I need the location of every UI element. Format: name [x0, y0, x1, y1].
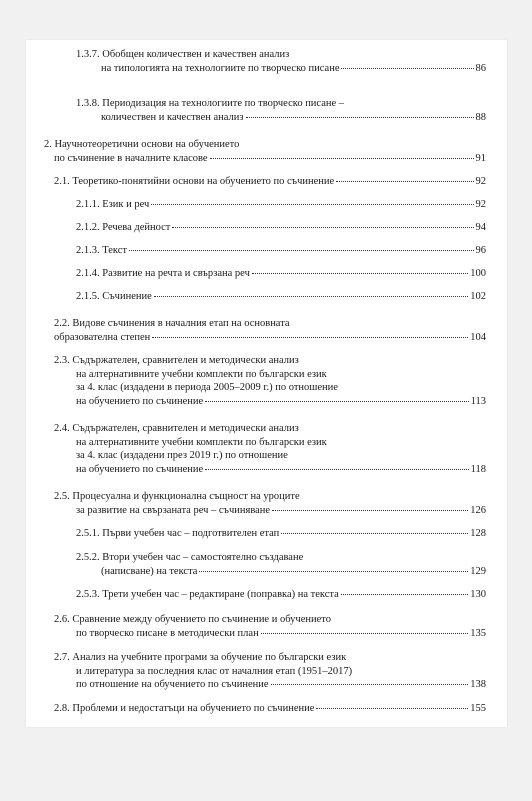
dot-leader	[252, 273, 468, 274]
toc-entry-text: 2.1.4. Развитие на речта и свързана реч	[76, 268, 250, 279]
toc-page-number: 88	[475, 111, 486, 123]
toc-page-number: 94	[475, 222, 486, 233]
toc-entry-text: 2.5. Процесуална и функционална същност на уроците	[54, 491, 300, 502]
toc-entry-line	[76, 48, 486, 62]
dot-leader	[341, 594, 468, 595]
toc-entry-text: за 4. клас (издадени през 2019 г.) по отношение	[76, 450, 288, 461]
toc-entry	[44, 138, 486, 165]
toc-page-number: 138	[470, 679, 486, 690]
toc-entry-text: на алтернативните учебни комплекти по български език	[76, 436, 327, 448]
toc-entry	[54, 613, 486, 640]
toc-page-number: 102	[470, 291, 486, 302]
toc-page-number: 126	[470, 504, 486, 516]
toc-entry-line	[54, 317, 486, 331]
toc-entry-text: (написване) на текста	[101, 565, 198, 577]
toc-entry	[54, 317, 486, 344]
toc-entry	[76, 198, 486, 212]
toc-entry-text: и литература за последния клас от началния етап (1951–2017)	[76, 665, 353, 677]
toc-entry-text: за развитие на свързаната реч – съчиняване	[76, 504, 271, 516]
toc-entry	[54, 354, 486, 408]
toc-entry-line	[76, 665, 486, 679]
toc-entry-text: 2.5.2. Втори учебен час – самостоятелно създаване	[76, 552, 304, 563]
toc-entry-text: по отношение на обучението по съчинение	[76, 679, 269, 690]
toc-entry	[54, 702, 486, 716]
toc-entry-text: 2.6. Сравнение между обучението по съчинение и обучението	[54, 614, 331, 625]
toc-entry-text: 1.3.7. Обобщен количествен и качествен анализ	[76, 49, 290, 60]
toc-entry-text: на алтернативните учебни комплекти по български език	[76, 368, 327, 380]
dot-leader	[246, 117, 474, 118]
toc-page-number: 104	[470, 331, 486, 343]
toc-entry-text: 2.8. Проблеми и недостатъци на обучението по съчинение	[54, 703, 315, 714]
toc-entry	[76, 221, 486, 235]
toc-page-number: 92	[475, 199, 486, 210]
toc-entry-line	[54, 490, 486, 504]
dot-leader	[199, 571, 468, 572]
toc-entry-text: 2.3. Съдържателен, сравнителен и методически анализ	[54, 355, 299, 366]
toc-page-number: 100	[470, 268, 486, 279]
dot-leader	[316, 708, 468, 709]
toc-entry	[76, 97, 486, 124]
toc-entry-text: на обучението по съчинение	[76, 395, 204, 407]
toc-entry-line	[54, 651, 486, 665]
toc-entry-text: на обучението по съчинение	[76, 463, 204, 475]
toc-page-number: 113	[470, 395, 486, 407]
toc-page-number: 86	[475, 62, 486, 74]
toc-entry	[54, 651, 486, 692]
toc-entry-line	[101, 565, 486, 579]
toc-entry-line	[54, 354, 486, 368]
toc-entry-text: 2.7. Анализ на учебните програми за обучение по български език	[54, 652, 347, 663]
toc-entry-line	[101, 62, 486, 76]
toc-entry-line	[54, 422, 486, 436]
toc-entry-line	[54, 331, 486, 345]
toc-entry-text: 2.5.3. Трети учебен час – редактиране (поправка) на текста	[76, 589, 339, 600]
toc-entry-line	[76, 463, 486, 477]
toc-entry-line	[54, 175, 486, 189]
toc-entry-text: 2.4. Съдържателен, сравнителен и методически анализ	[54, 423, 299, 434]
dot-leader	[271, 684, 469, 685]
toc-entry	[76, 290, 486, 304]
toc-entry-line	[76, 678, 486, 692]
toc-page-number: 129	[470, 565, 486, 577]
toc-entry-text: 2.1.5. Съчинение	[76, 291, 152, 302]
toc-entry-line	[76, 381, 486, 395]
dot-leader	[152, 337, 468, 338]
toc-entry	[76, 527, 486, 541]
dot-leader	[205, 469, 468, 470]
toc-entry-text: 2.5.1. Първи учебен час – подготвителен етап	[76, 528, 280, 539]
toc-entry-line	[76, 221, 486, 235]
toc-entry-text: за 4. клас (издадени в периода 2005–2009 г.) по отношение	[76, 382, 338, 393]
toc-entry	[54, 422, 486, 476]
toc-entry-line	[76, 267, 486, 281]
toc-entry-line	[76, 588, 486, 602]
toc-page-number: 96	[475, 245, 486, 256]
toc-entry-text: образователна степен	[54, 331, 151, 343]
toc-entry-text: 1.3.8. Периодизация на технологиите по творческо писане –	[76, 98, 345, 109]
toc-entry-line	[76, 504, 486, 518]
toc-entry	[76, 267, 486, 281]
toc-page-number: 92	[475, 176, 486, 187]
toc-entry-text: 2.1.1. Език и реч	[76, 199, 150, 210]
dot-leader	[210, 158, 474, 159]
toc-entry	[76, 551, 486, 578]
toc-entry	[76, 244, 486, 258]
toc-entry-line	[76, 449, 486, 463]
toc-page-number: 155	[470, 703, 486, 714]
dot-leader	[129, 250, 473, 251]
toc-entry-line	[54, 152, 486, 166]
toc-entry-text: 2.2. Видове съчинения в началния етап на основната	[54, 318, 290, 329]
toc-entry	[54, 175, 486, 189]
toc-entry-text: на типологията на технологиите по творческо писане	[101, 62, 340, 74]
toc-entry-line	[44, 138, 486, 152]
toc-page-number: 135	[470, 627, 486, 639]
toc-entry-text: количествен и качествен анализ	[101, 111, 244, 123]
toc-entry-line	[54, 613, 486, 627]
toc-entry-line	[76, 290, 486, 304]
document-page	[26, 40, 507, 727]
toc-entry	[54, 490, 486, 517]
dot-leader	[154, 296, 468, 297]
table-of-contents	[26, 40, 507, 727]
toc-entry-line	[101, 111, 486, 125]
dot-leader	[261, 633, 469, 634]
toc-entry-line	[76, 198, 486, 212]
toc-entry-text: 2. Научнотеоретични основи на обучението	[44, 139, 240, 150]
toc-entry-text: по творческо писане в методически план	[76, 627, 259, 639]
toc-entry	[76, 48, 486, 75]
toc-entry-line	[76, 627, 486, 641]
toc-entry-line	[76, 97, 486, 111]
toc-page-number: 130	[470, 589, 486, 600]
toc-entry	[76, 588, 486, 602]
dot-leader	[151, 204, 473, 205]
toc-entry-line	[76, 368, 486, 382]
toc-entry-line	[76, 551, 486, 565]
toc-entry-line	[54, 702, 486, 716]
dot-leader	[341, 68, 473, 69]
toc-entry-line	[76, 436, 486, 450]
dot-leader	[205, 401, 468, 402]
toc-entry-line	[76, 244, 486, 258]
dot-leader	[336, 181, 473, 182]
toc-entry-line	[76, 395, 486, 409]
toc-entry-line	[76, 527, 486, 541]
toc-entry-text: 2.1. Теоретико-понятийни основи на обучението по съчинение	[54, 176, 335, 187]
toc-page-number: 128	[470, 528, 486, 539]
toc-entry-text: 2.1.2. Речева дейност	[76, 222, 171, 233]
toc-entry-text: 2.1.3. Текст	[76, 245, 128, 256]
dot-leader	[172, 227, 473, 228]
dot-leader	[281, 533, 468, 534]
dot-leader	[272, 510, 468, 511]
toc-page-number: 91	[475, 152, 486, 164]
toc-entry-text: по съчинение в началните класове	[54, 152, 208, 164]
toc-page-number: 118	[470, 463, 486, 475]
